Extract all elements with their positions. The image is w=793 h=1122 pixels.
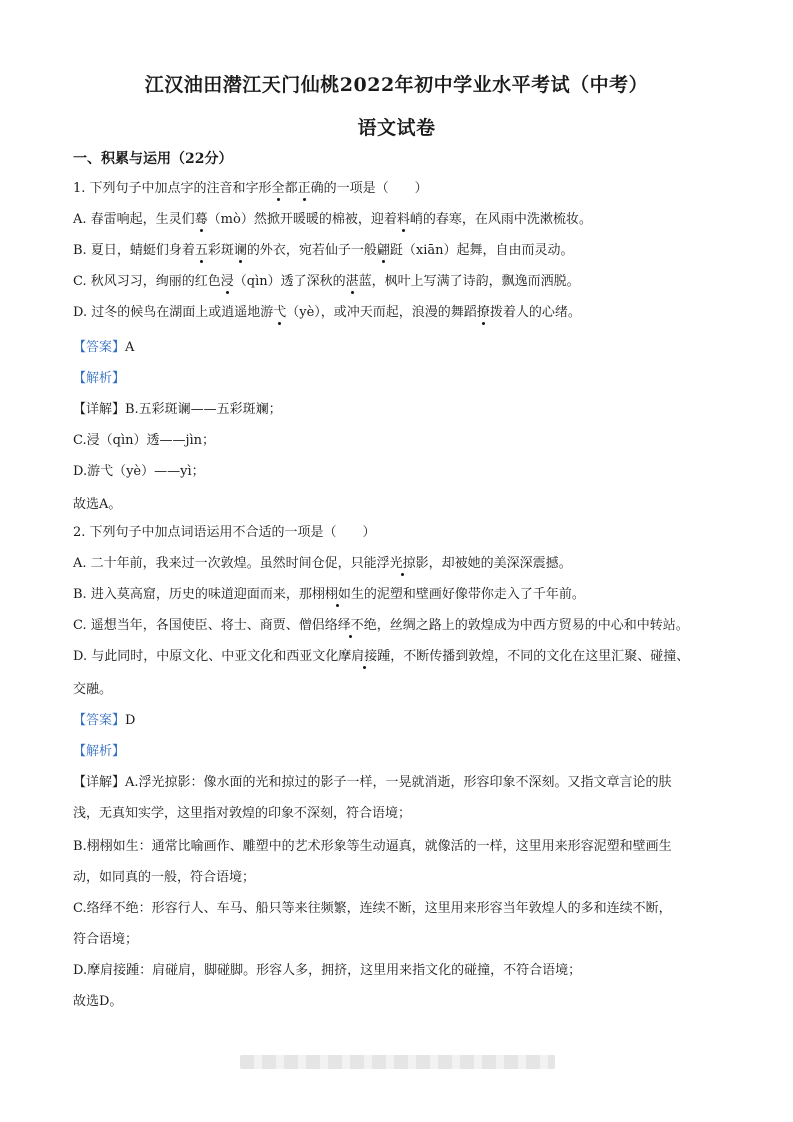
q1-option-d: D. 过冬的候鸟在湖面上或逍遥地游弋（yè），或冲天而起，浪漫的舞蹈撩拨着人的心绪。 [73,305,581,320]
dotted-char: 撩 [476,305,490,320]
q2-analysis-label: 【解析】 [73,744,126,759]
q2-detail-d: D.摩肩接踵：肩碰肩，脚碰脚。形容人多，拥挤，这里用来指文化的碰撞，不符合语境； [73,963,582,978]
answer-label: 【答案】 [73,340,126,355]
exam-subtitle: 语文试卷 [357,117,436,139]
dotted-char: 弋 [273,305,287,320]
q1-answer [73,339,733,357]
q2-option-c: C. 遥想当年，各国使臣、将士、商贾、僧侣络绎不绝，丝绸之路上的敦煌成为中西方贸易的中心和中转站。 [73,618,689,633]
section-heading: 一、积累与运用（22分） [73,151,233,167]
q1-detail-2: C.浸（qìn）透——jìn； [73,433,216,448]
q1-conclusion: 故选A。 [73,497,122,512]
answer-value: A [125,340,135,355]
q2-detail-c: C.络绎不绝：形容行人、车马、船只等来往频繁，连续不断，这里用来形容当年敦煌人的多和连续不断， [73,901,672,916]
answer-value: D [125,713,136,728]
answer-label: 【答案】 [73,713,126,728]
q2-detail-a-continued: 浅，无真知实学，这里指对敦煌的印象不深刻，符合语境； [73,806,412,821]
q1-analysis-label: 【解析】 [73,371,126,386]
blurred-footer-watermark [240,1055,555,1069]
dotted-phrase: 栩栩如生 [311,587,364,602]
dotted-char: 蓦 [194,212,208,227]
q1-option-a: A. 春雷响起，生灵们蓦（mò）然掀开暖暖的棉被，迎着料峭的春寒，在风雨中洗漱梳妆。 [73,212,592,227]
q2-detail-c-continued: 符合语境； [73,932,139,947]
q2-detail-b-continued: 动，如同真的一般，符合语境； [73,870,256,885]
dotted-phrase: 浮光掠影 [376,556,429,571]
dotted-char: 浸 [220,274,234,289]
exam-title: 江汉油田潜江天门仙桃2022年初中学业水平考试（中考） [144,74,649,96]
dotted-char: 正 [297,181,311,196]
q2-detail-a: 【详解】A.浮光掠影：像水面的光和掠过的影子一样，一晃就消逝，形容印象不深刻。又指文章言论的肤 [73,775,672,790]
q1-option-c: C. 秋风习习，绚丽的红色浸（qìn）透了深秋的湛蓝，枫叶上写满了诗韵，飘逸而洒脱。 [73,274,580,289]
q2-option-b: B. 进入莫高窟，历史的味道迎面而来，那栩栩如生的泥塑和壁画好像带你走入了千年前。 [73,587,585,602]
q1-detail-3: D.游弋（yè）——yì； [73,464,205,479]
dotted-char: 谰 [233,243,247,258]
q2-option-d: D. 与此同时，中原文化、中亚文化和西亚文化摩肩接踵，不断传播到敦煌，不同的文化在这里汇聚、碰撞、 [73,649,690,664]
dotted-char: 料 [396,212,410,227]
dotted-char: 翩 [376,243,390,258]
q1-option-b: B. 夏日，蜻蜓们身着五彩斑谰的外衣，宛若仙子一般翩跹（xiān）起舞，自由而灵动。 [73,243,574,258]
q2-conclusion: 故选D。 [73,994,123,1009]
dotted-phrase: 摩肩接踵 [338,649,391,664]
q2-detail-b: B.栩栩如生：通常比喻画作、雕塑中的艺术形象等生动逼真，就像活的一样，这里用来形容泥塑和壁画生 [73,839,672,854]
q1-detail-1: 【详解】B.五彩斑谰——五彩斑斓； [73,402,282,417]
q2-option-d-continued: 交融。 [73,682,113,697]
q2-stem: 2. 下列句子中加点词语运用不合适的一项是（ ） [73,525,376,540]
q2-option-a: A. 二十年前，我来过一次敦煌。虽然时间仓促，只能浮光掠影，却被她的美深深震撼。 [73,556,572,571]
q2-answer [73,712,733,730]
dotted-char: 湛 [345,274,359,289]
dotted-char: 全 [271,181,285,196]
dotted-phrase: 络绎不绝 [324,618,377,633]
dotted-char: 五 [194,243,208,258]
q1-stem: 1. 下列句子中加点字的注音和字形全都正确的一项是（ ） [73,181,428,196]
